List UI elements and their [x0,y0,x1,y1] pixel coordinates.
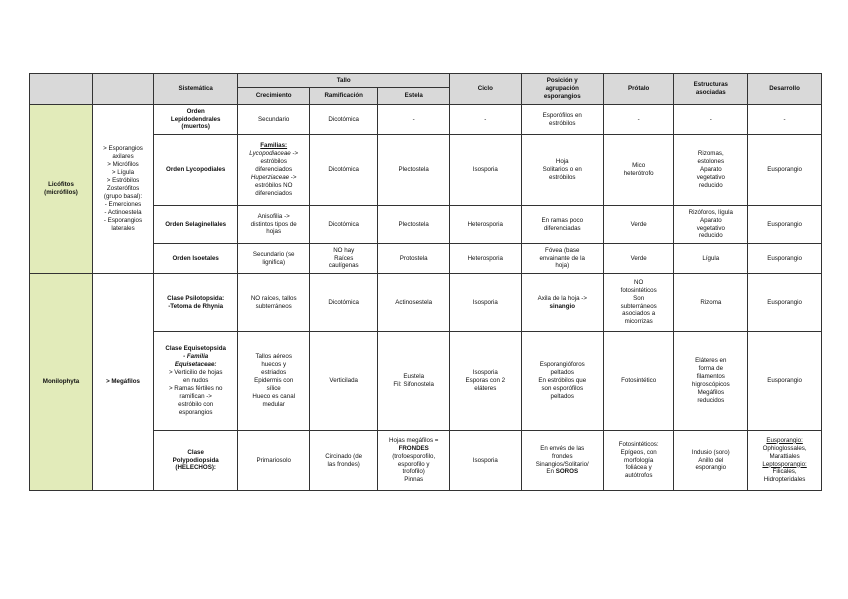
cell-desarrollo: Eusporangio [748,206,822,244]
cell-estructuras: Rizóforos, lígula Aparato vegetativo reducido [674,206,748,244]
group-monilophyta: Monilophyta [30,274,93,491]
group-licofitos: Licófitos (micrófilos) [30,105,93,274]
header-sistematica: Sistemática [153,74,237,105]
cell-desarrollo: - [748,105,822,135]
cell-sistematica: Orden Isoetales [153,244,237,274]
cell-protalo: Verde [603,244,674,274]
cell-desarrollo: Eusporangio [748,332,822,431]
cell-estructuras: Eláteres en forma de filamentos higroscópicos Megáfilos reducidos [674,332,748,431]
cell-ciclo: Heterosporia [450,244,522,274]
cell-protalo: Mico heterótrofo [603,135,674,206]
cell-ciclo: Isosporia Esporas con 2 eláteres [450,332,522,431]
header-ramificacion: Ramificación [310,88,378,105]
cell-sistematica: Clase Polypodiopsida (HELECHOS): [153,431,237,491]
header-desarrollo: Desarrollo [748,74,822,105]
cell-crecimiento: Tallos aéreos huecos y estriados Epidermis con sílice Hueco es canal medular [238,332,310,431]
cell-protalo: Fotosintético [603,332,674,431]
cell-estela: Eustela Fil: Sifonostela [378,332,450,431]
botany-classification-table [29,73,822,491]
header-estela: Estela [378,88,450,105]
cell-sistematica: Clase Equisetopsida - Familia Equisetaceae: > Verticilio de hojas en nudos > Ramas fértiles no ramifican -> estróbilo con esporangios [153,332,237,431]
cell-protalo: Verde [603,206,674,244]
cell-crecimiento: Secundario [238,105,310,135]
cell-posicion: En envés de las frondes Sinangios/Solitario/ En SOROS [521,431,603,491]
cell-estructuras: Lígula [674,244,748,274]
cell-ramificacion: Circinado (de las frondes) [310,431,378,491]
table-row [30,274,822,332]
monilophyta-features: > Megáfilos [93,274,154,491]
cell-estela: Plectostela [378,206,450,244]
cell-ciclo: Isosporia [450,135,522,206]
cell-protalo: NO fotosintéticos Son subterráneos asociados a micorrizas [603,274,674,332]
cell-ramificacion: Dicotómica [310,274,378,332]
header-posicion: Posición y agrupación esporangios [521,74,603,105]
cell-posicion: Esporófilos en estróbilos [521,105,603,135]
cell-crecimiento: Secundario (se lignifica) [238,244,310,274]
cell-crecimiento: Primariosolo [238,431,310,491]
cell-ramificacion: Dicotómica [310,135,378,206]
cell-protalo: - [603,105,674,135]
cell-posicion: Esporangióforos peltados En estróbilos que son esporófilos peltados [521,332,603,431]
cell-ramificacion: Dicotómica [310,206,378,244]
cell-estructuras: Rizomas, estolones Aparato vegetativo reducido [674,135,748,206]
cell-estructuras: - [674,105,748,135]
cell-desarrollo: Eusporangio [748,274,822,332]
cell-desarrollo: Eusporangio [748,135,822,206]
table-row [30,105,822,135]
cell-crecimiento: NO raíces, tallos subterráneos [238,274,310,332]
header-ciclo: Ciclo [450,74,522,105]
cell-desarrollo: Eusporangio: Ophioglossales, Marattiales Leptosporangio: Filicales, Hidropteridales [748,431,822,491]
cell-ramificacion: NO hay Raíces caulígenas [310,244,378,274]
cell-estela: Protostela [378,244,450,274]
cell-ramificacion: Verticilada [310,332,378,431]
cell-crecimiento: Familias: Lycopodiaceae -> estróbilos diferenciados Huperziaceae -> estróbilos NO diferenciados [238,135,310,206]
cell-desarrollo: Eusporangio [748,244,822,274]
cell-ciclo: Isosporia [450,431,522,491]
cell-sistematica: Orden Lycopodiales [153,135,237,206]
cell-posicion: Hoja Solitarios o en estróbilos [521,135,603,206]
header-crecimiento: Crecimiento [238,88,310,105]
cell-ciclo: Isosporia [450,274,522,332]
cell-sistematica: Orden Lepidodendrales (muertos) [153,105,237,135]
cell-estela: Actinosestela [378,274,450,332]
header-protalo: Prótalo [603,74,674,105]
header-estructuras: Estructuras asociadas [674,74,748,105]
cell-crecimiento: Anisofilia -> distintos tipos de hojas [238,206,310,244]
cell-sistematica: Clase Psilotopsida: -Tetoma de Rhynia [153,274,237,332]
cell-posicion: En ramas poco diferenciadas [521,206,603,244]
cell-estela: Hojas megáfilos = FRONDES (trofoesporofilo, esporofilo y trofofilo) Pinnas [378,431,450,491]
cell-protalo: Fotosintéticos: Epígeos, con morfología foliácea y autótrofos [603,431,674,491]
cell-estructuras: Indusio (soro) Anillo del esporangio [674,431,748,491]
cell-estructuras: Rizoma [674,274,748,332]
corner-cell [30,74,93,105]
cell-ciclo: - [450,105,522,135]
cell-posicion: Fóvea (base envainante de la hoja) [521,244,603,274]
cell-estela: Plectostela [378,135,450,206]
cell-estela: - [378,105,450,135]
header-tallo: Tallo [238,74,450,88]
features-header [93,74,154,105]
cell-ciclo: Heterosporia [450,206,522,244]
cell-ramificacion: Dicotómica [310,105,378,135]
cell-sistematica: Orden Selaginellales [153,206,237,244]
cell-posicion: Axila de la hoja -> sinangio [521,274,603,332]
licofitos-features: > Esporangios axilares > Micrófilos > Lígula > Estróbilos Zosterófitos (grupo basal): - Emerciones - Actinoestela - Esporangios laterales [93,105,154,274]
